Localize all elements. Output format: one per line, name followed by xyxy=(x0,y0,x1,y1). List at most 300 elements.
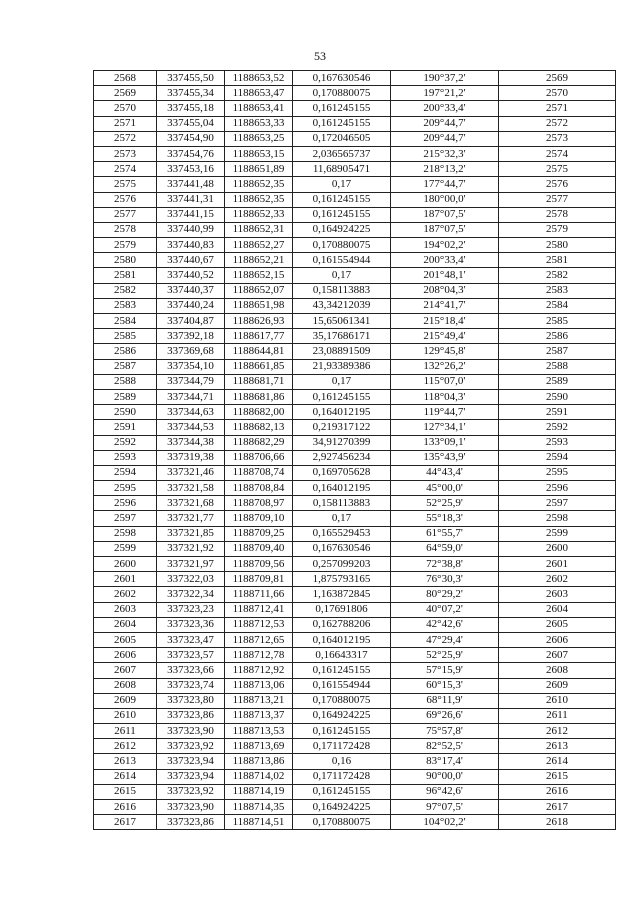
point-number-cell: 2593 xyxy=(94,450,157,465)
segment-length-cell: 0,167630546 xyxy=(293,541,391,556)
next-point-number-cell: 2591 xyxy=(499,405,616,420)
x-coordinate-cell: 337321,85 xyxy=(157,526,225,541)
next-point-number-cell: 2597 xyxy=(499,496,616,511)
table-row xyxy=(94,177,616,192)
direction-angle-cell: 55°18,3' xyxy=(391,511,499,526)
direction-angle-cell: 190°37,2' xyxy=(391,71,499,86)
direction-angle-cell: 115°07,0' xyxy=(391,374,499,389)
next-point-number-cell: 2618 xyxy=(499,815,616,830)
point-number-cell: 2575 xyxy=(94,177,157,192)
point-number-cell: 2581 xyxy=(94,268,157,283)
point-number-cell: 2607 xyxy=(94,663,157,678)
point-number-cell: 2611 xyxy=(94,724,157,739)
next-point-number-cell: 2608 xyxy=(499,663,616,678)
x-coordinate-cell: 337321,77 xyxy=(157,511,225,526)
point-number-cell: 2596 xyxy=(94,496,157,511)
table-row xyxy=(94,162,616,177)
y-coordinate-cell: 1188644,81 xyxy=(225,344,293,359)
y-coordinate-cell: 1188681,86 xyxy=(225,389,293,404)
x-coordinate-cell: 337404,87 xyxy=(157,314,225,329)
table-row xyxy=(94,465,616,480)
x-coordinate-cell: 337344,53 xyxy=(157,420,225,435)
y-coordinate-cell: 1188709,25 xyxy=(225,526,293,541)
point-number-cell: 2609 xyxy=(94,693,157,708)
table-row xyxy=(94,526,616,541)
y-coordinate-cell: 1188713,53 xyxy=(225,724,293,739)
y-coordinate-cell: 1188709,40 xyxy=(225,541,293,556)
segment-length-cell: 0,17 xyxy=(293,268,391,283)
next-point-number-cell: 2596 xyxy=(499,481,616,496)
y-coordinate-cell: 1188653,41 xyxy=(225,101,293,116)
table-row xyxy=(94,632,616,647)
direction-angle-cell: 119°44,7' xyxy=(391,405,499,420)
point-number-cell: 2600 xyxy=(94,557,157,572)
table-row xyxy=(94,359,616,374)
point-number-cell: 2608 xyxy=(94,678,157,693)
y-coordinate-cell: 1188714,02 xyxy=(225,769,293,784)
table-row xyxy=(94,116,616,131)
point-number-cell: 2580 xyxy=(94,253,157,268)
y-coordinate-cell: 1188653,25 xyxy=(225,131,293,146)
table-row xyxy=(94,71,616,86)
y-coordinate-cell: 1188681,71 xyxy=(225,374,293,389)
direction-angle-cell: 97°07,5' xyxy=(391,800,499,815)
segment-length-cell: 43,34212039 xyxy=(293,298,391,313)
direction-angle-cell: 52°25,9' xyxy=(391,648,499,663)
y-coordinate-cell: 1188712,92 xyxy=(225,663,293,678)
point-number-cell: 2606 xyxy=(94,648,157,663)
next-point-number-cell: 2602 xyxy=(499,572,616,587)
y-coordinate-cell: 1188652,33 xyxy=(225,207,293,222)
next-point-number-cell: 2614 xyxy=(499,754,616,769)
x-coordinate-cell: 337344,79 xyxy=(157,374,225,389)
x-coordinate-cell: 337440,99 xyxy=(157,222,225,237)
segment-length-cell: 0,164924225 xyxy=(293,222,391,237)
x-coordinate-cell: 337323,36 xyxy=(157,617,225,632)
next-point-number-cell: 2571 xyxy=(499,101,616,116)
segment-length-cell: 0,161245155 xyxy=(293,101,391,116)
y-coordinate-cell: 1188712,78 xyxy=(225,648,293,663)
direction-angle-cell: 68°11,9' xyxy=(391,693,499,708)
direction-angle-cell: 83°17,4' xyxy=(391,754,499,769)
table-row xyxy=(94,800,616,815)
y-coordinate-cell: 1188652,35 xyxy=(225,192,293,207)
direction-angle-cell: 40°07,2' xyxy=(391,602,499,617)
x-coordinate-cell: 337323,90 xyxy=(157,724,225,739)
direction-angle-cell: 209°44,7' xyxy=(391,131,499,146)
point-number-cell: 2612 xyxy=(94,739,157,754)
y-coordinate-cell: 1188712,41 xyxy=(225,602,293,617)
direction-angle-cell: 72°38,8' xyxy=(391,557,499,572)
x-coordinate-cell: 337344,63 xyxy=(157,405,225,420)
y-coordinate-cell: 1188714,19 xyxy=(225,784,293,799)
table-row xyxy=(94,663,616,678)
segment-length-cell: 35,17686171 xyxy=(293,329,391,344)
y-coordinate-cell: 1188712,65 xyxy=(225,632,293,647)
x-coordinate-cell: 337441,15 xyxy=(157,207,225,222)
x-coordinate-cell: 337322,34 xyxy=(157,587,225,602)
point-number-cell: 2572 xyxy=(94,131,157,146)
x-coordinate-cell: 337454,76 xyxy=(157,146,225,161)
next-point-number-cell: 2573 xyxy=(499,131,616,146)
point-number-cell: 2598 xyxy=(94,526,157,541)
y-coordinate-cell: 1188653,33 xyxy=(225,116,293,131)
segment-length-cell: 0,161245155 xyxy=(293,784,391,799)
table-row xyxy=(94,724,616,739)
segment-length-cell: 0,17 xyxy=(293,511,391,526)
direction-angle-cell: 118°04,3' xyxy=(391,389,499,404)
y-coordinate-cell: 1188709,81 xyxy=(225,572,293,587)
y-coordinate-cell: 1188713,86 xyxy=(225,754,293,769)
x-coordinate-cell: 337453,16 xyxy=(157,162,225,177)
y-coordinate-cell: 1188708,74 xyxy=(225,465,293,480)
y-coordinate-cell: 1188682,29 xyxy=(225,435,293,450)
direction-angle-cell: 132°26,2' xyxy=(391,359,499,374)
x-coordinate-cell: 337440,37 xyxy=(157,283,225,298)
next-point-number-cell: 2604 xyxy=(499,602,616,617)
next-point-number-cell: 2593 xyxy=(499,435,616,450)
segment-length-cell: 0,164012195 xyxy=(293,405,391,420)
table-row xyxy=(94,648,616,663)
x-coordinate-cell: 337440,67 xyxy=(157,253,225,268)
segment-length-cell: 0,158113883 xyxy=(293,496,391,511)
y-coordinate-cell: 1188711,66 xyxy=(225,587,293,602)
y-coordinate-cell: 1188652,31 xyxy=(225,222,293,237)
next-point-number-cell: 2582 xyxy=(499,268,616,283)
segment-length-cell: 0,172046505 xyxy=(293,131,391,146)
next-point-number-cell: 2607 xyxy=(499,648,616,663)
segment-length-cell: 0,171172428 xyxy=(293,739,391,754)
x-coordinate-cell: 337322,03 xyxy=(157,572,225,587)
x-coordinate-cell: 337323,94 xyxy=(157,769,225,784)
direction-angle-cell: 215°32,3' xyxy=(391,146,499,161)
next-point-number-cell: 2594 xyxy=(499,450,616,465)
x-coordinate-cell: 337344,71 xyxy=(157,389,225,404)
next-point-number-cell: 2617 xyxy=(499,800,616,815)
next-point-number-cell: 2574 xyxy=(499,146,616,161)
point-number-cell: 2603 xyxy=(94,602,157,617)
table-row xyxy=(94,693,616,708)
point-number-cell: 2589 xyxy=(94,389,157,404)
segment-length-cell: 21,93389386 xyxy=(293,359,391,374)
y-coordinate-cell: 1188651,89 xyxy=(225,162,293,177)
direction-angle-cell: 208°04,3' xyxy=(391,283,499,298)
table-row xyxy=(94,86,616,101)
x-coordinate-cell: 337455,04 xyxy=(157,116,225,131)
table-row xyxy=(94,708,616,723)
table-row xyxy=(94,192,616,207)
direction-angle-cell: 104°02,2' xyxy=(391,815,499,830)
next-point-number-cell: 2595 xyxy=(499,465,616,480)
table-row xyxy=(94,435,616,450)
table-row xyxy=(94,739,616,754)
point-number-cell: 2597 xyxy=(94,511,157,526)
point-number-cell: 2587 xyxy=(94,359,157,374)
x-coordinate-cell: 337440,52 xyxy=(157,268,225,283)
segment-length-cell: 0,16 xyxy=(293,754,391,769)
table-row xyxy=(94,450,616,465)
x-coordinate-cell: 337323,92 xyxy=(157,784,225,799)
point-number-cell: 2577 xyxy=(94,207,157,222)
x-coordinate-cell: 337321,92 xyxy=(157,541,225,556)
direction-angle-cell: 80°29,2' xyxy=(391,587,499,602)
y-coordinate-cell: 1188713,06 xyxy=(225,678,293,693)
point-number-cell: 2592 xyxy=(94,435,157,450)
next-point-number-cell: 2598 xyxy=(499,511,616,526)
segment-length-cell: 0,161245155 xyxy=(293,389,391,404)
segment-length-cell: 0,257099203 xyxy=(293,557,391,572)
segment-length-cell: 0,161245155 xyxy=(293,116,391,131)
table-row xyxy=(94,222,616,237)
next-point-number-cell: 2572 xyxy=(499,116,616,131)
segment-length-cell: 0,161554944 xyxy=(293,253,391,268)
y-coordinate-cell: 1188651,98 xyxy=(225,298,293,313)
y-coordinate-cell: 1188708,84 xyxy=(225,481,293,496)
point-number-cell: 2617 xyxy=(94,815,157,830)
point-number-cell: 2588 xyxy=(94,374,157,389)
y-coordinate-cell: 1188652,15 xyxy=(225,268,293,283)
x-coordinate-cell: 337321,58 xyxy=(157,481,225,496)
y-coordinate-cell: 1188626,93 xyxy=(225,314,293,329)
next-point-number-cell: 2580 xyxy=(499,238,616,253)
direction-angle-cell: 215°18,4' xyxy=(391,314,499,329)
x-coordinate-cell: 337323,66 xyxy=(157,663,225,678)
segment-length-cell: 0,170880075 xyxy=(293,693,391,708)
x-coordinate-cell: 337323,23 xyxy=(157,602,225,617)
next-point-number-cell: 2605 xyxy=(499,617,616,632)
segment-length-cell: 23,08891509 xyxy=(293,344,391,359)
x-coordinate-cell: 337321,68 xyxy=(157,496,225,511)
direction-angle-cell: 129°45,8' xyxy=(391,344,499,359)
table-row xyxy=(94,329,616,344)
x-coordinate-cell: 337344,38 xyxy=(157,435,225,450)
point-number-cell: 2578 xyxy=(94,222,157,237)
direction-angle-cell: 69°26,6' xyxy=(391,708,499,723)
direction-angle-cell: 187°07,5' xyxy=(391,222,499,237)
x-coordinate-cell: 337323,47 xyxy=(157,632,225,647)
point-number-cell: 2614 xyxy=(94,769,157,784)
x-coordinate-cell: 337392,18 xyxy=(157,329,225,344)
x-coordinate-cell: 337323,80 xyxy=(157,693,225,708)
table-row xyxy=(94,617,616,632)
y-coordinate-cell: 1188714,51 xyxy=(225,815,293,830)
segment-length-cell: 0,161245155 xyxy=(293,663,391,678)
direction-angle-cell: 200°33,4' xyxy=(391,253,499,268)
table-row xyxy=(94,602,616,617)
point-number-cell: 2586 xyxy=(94,344,157,359)
next-point-number-cell: 2600 xyxy=(499,541,616,556)
x-coordinate-cell: 337321,46 xyxy=(157,465,225,480)
table-row xyxy=(94,587,616,602)
table-row xyxy=(94,420,616,435)
direction-angle-cell: 45°00,0' xyxy=(391,481,499,496)
segment-length-cell: 0,162788206 xyxy=(293,617,391,632)
next-point-number-cell: 2613 xyxy=(499,739,616,754)
x-coordinate-cell: 337440,24 xyxy=(157,298,225,313)
point-number-cell: 2594 xyxy=(94,465,157,480)
direction-angle-cell: 42°42,6' xyxy=(391,617,499,632)
segment-length-cell: 0,170880075 xyxy=(293,86,391,101)
next-point-number-cell: 2616 xyxy=(499,784,616,799)
table-row xyxy=(94,496,616,511)
direction-angle-cell: 209°44,7' xyxy=(391,116,499,131)
coordinate-table xyxy=(93,70,616,830)
y-coordinate-cell: 1188713,37 xyxy=(225,708,293,723)
coordinate-table-body xyxy=(94,71,616,830)
table-row xyxy=(94,405,616,420)
point-number-cell: 2602 xyxy=(94,587,157,602)
y-coordinate-cell: 1188682,13 xyxy=(225,420,293,435)
x-coordinate-cell: 337323,90 xyxy=(157,800,225,815)
segment-length-cell: 2,036565737 xyxy=(293,146,391,161)
page-number: 53 xyxy=(314,49,326,63)
direction-angle-cell: 57°15,9' xyxy=(391,663,499,678)
point-number-cell: 2591 xyxy=(94,420,157,435)
y-coordinate-cell: 1188682,00 xyxy=(225,405,293,420)
table-row xyxy=(94,238,616,253)
y-coordinate-cell: 1188652,35 xyxy=(225,177,293,192)
segment-length-cell: 0,170880075 xyxy=(293,238,391,253)
x-coordinate-cell: 337369,68 xyxy=(157,344,225,359)
x-coordinate-cell: 337319,38 xyxy=(157,450,225,465)
point-number-cell: 2573 xyxy=(94,146,157,161)
direction-angle-cell: 135°43,9' xyxy=(391,450,499,465)
next-point-number-cell: 2579 xyxy=(499,222,616,237)
point-number-cell: 2570 xyxy=(94,101,157,116)
next-point-number-cell: 2612 xyxy=(499,724,616,739)
next-point-number-cell: 2581 xyxy=(499,253,616,268)
direction-angle-cell: 44°43,4' xyxy=(391,465,499,480)
segment-length-cell: 0,171172428 xyxy=(293,769,391,784)
x-coordinate-cell: 337441,48 xyxy=(157,177,225,192)
next-point-number-cell: 2575 xyxy=(499,162,616,177)
point-number-cell: 2582 xyxy=(94,283,157,298)
point-number-cell: 2604 xyxy=(94,617,157,632)
segment-length-cell: 0,17691806 xyxy=(293,602,391,617)
x-coordinate-cell: 337354,10 xyxy=(157,359,225,374)
next-point-number-cell: 2587 xyxy=(499,344,616,359)
table-row xyxy=(94,784,616,799)
direction-angle-cell: 64°59,0' xyxy=(391,541,499,556)
segment-length-cell: 0,167630546 xyxy=(293,71,391,86)
next-point-number-cell: 2585 xyxy=(499,314,616,329)
y-coordinate-cell: 1188661,85 xyxy=(225,359,293,374)
next-point-number-cell: 2599 xyxy=(499,526,616,541)
segment-length-cell: 15,65061341 xyxy=(293,314,391,329)
segment-length-cell: 0,169705628 xyxy=(293,465,391,480)
x-coordinate-cell: 337323,86 xyxy=(157,708,225,723)
y-coordinate-cell: 1188652,27 xyxy=(225,238,293,253)
direction-angle-cell: 194°02,2' xyxy=(391,238,499,253)
direction-angle-cell: 218°13,2' xyxy=(391,162,499,177)
point-number-cell: 2579 xyxy=(94,238,157,253)
next-point-number-cell: 2577 xyxy=(499,192,616,207)
next-point-number-cell: 2610 xyxy=(499,693,616,708)
y-coordinate-cell: 1188709,10 xyxy=(225,511,293,526)
x-coordinate-cell: 337440,83 xyxy=(157,238,225,253)
point-number-cell: 2590 xyxy=(94,405,157,420)
x-coordinate-cell: 337455,50 xyxy=(157,71,225,86)
y-coordinate-cell: 1188708,97 xyxy=(225,496,293,511)
table-row xyxy=(94,572,616,587)
direction-angle-cell: 82°52,5' xyxy=(391,739,499,754)
segment-length-cell: 0,161245155 xyxy=(293,207,391,222)
point-number-cell: 2576 xyxy=(94,192,157,207)
direction-angle-cell: 133°09,1' xyxy=(391,435,499,450)
point-number-cell: 2613 xyxy=(94,754,157,769)
next-point-number-cell: 2590 xyxy=(499,389,616,404)
segment-length-cell: 0,161245155 xyxy=(293,724,391,739)
table-row xyxy=(94,481,616,496)
point-number-cell: 2569 xyxy=(94,86,157,101)
segment-length-cell: 0,158113883 xyxy=(293,283,391,298)
table-row xyxy=(94,374,616,389)
direction-angle-cell: 61°55,7' xyxy=(391,526,499,541)
segment-length-cell: 11,68905471 xyxy=(293,162,391,177)
table-row xyxy=(94,146,616,161)
direction-angle-cell: 197°21,2' xyxy=(391,86,499,101)
y-coordinate-cell: 1188653,47 xyxy=(225,86,293,101)
table-row xyxy=(94,389,616,404)
y-coordinate-cell: 1188617,77 xyxy=(225,329,293,344)
point-number-cell: 2584 xyxy=(94,314,157,329)
table-row xyxy=(94,678,616,693)
direction-angle-cell: 90°00,0' xyxy=(391,769,499,784)
direction-angle-cell: 75°57,8' xyxy=(391,724,499,739)
segment-length-cell: 2,927456234 xyxy=(293,450,391,465)
direction-angle-cell: 187°07,5' xyxy=(391,207,499,222)
next-point-number-cell: 2611 xyxy=(499,708,616,723)
y-coordinate-cell: 1188713,69 xyxy=(225,739,293,754)
segment-length-cell: 0,16643317 xyxy=(293,648,391,663)
point-number-cell: 2610 xyxy=(94,708,157,723)
point-number-cell: 2571 xyxy=(94,116,157,131)
direction-angle-cell: 180°00,0' xyxy=(391,192,499,207)
y-coordinate-cell: 1188712,53 xyxy=(225,617,293,632)
y-coordinate-cell: 1188714,35 xyxy=(225,800,293,815)
table-row xyxy=(94,101,616,116)
next-point-number-cell: 2584 xyxy=(499,298,616,313)
segment-length-cell: 0,161554944 xyxy=(293,678,391,693)
table-row xyxy=(94,283,616,298)
segment-length-cell: 0,164012195 xyxy=(293,632,391,647)
direction-angle-cell: 60°15,3' xyxy=(391,678,499,693)
y-coordinate-cell: 1188652,21 xyxy=(225,253,293,268)
next-point-number-cell: 2609 xyxy=(499,678,616,693)
x-coordinate-cell: 337321,97 xyxy=(157,557,225,572)
direction-angle-cell: 200°33,4' xyxy=(391,101,499,116)
direction-angle-cell: 96°42,6' xyxy=(391,784,499,799)
y-coordinate-cell: 1188713,21 xyxy=(225,693,293,708)
table-row xyxy=(94,268,616,283)
table-row xyxy=(94,314,616,329)
direction-angle-cell: 127°34,1' xyxy=(391,420,499,435)
segment-length-cell: 0,165529453 xyxy=(293,526,391,541)
segment-length-cell: 0,161245155 xyxy=(293,192,391,207)
x-coordinate-cell: 337323,86 xyxy=(157,815,225,830)
direction-angle-cell: 52°25,9' xyxy=(391,496,499,511)
point-number-cell: 2605 xyxy=(94,632,157,647)
segment-length-cell: 1,875793165 xyxy=(293,572,391,587)
table-row xyxy=(94,557,616,572)
point-number-cell: 2574 xyxy=(94,162,157,177)
y-coordinate-cell: 1188652,07 xyxy=(225,283,293,298)
table-row xyxy=(94,511,616,526)
x-coordinate-cell: 337323,74 xyxy=(157,678,225,693)
next-point-number-cell: 2615 xyxy=(499,769,616,784)
table-row xyxy=(94,344,616,359)
segment-length-cell: 0,17 xyxy=(293,177,391,192)
